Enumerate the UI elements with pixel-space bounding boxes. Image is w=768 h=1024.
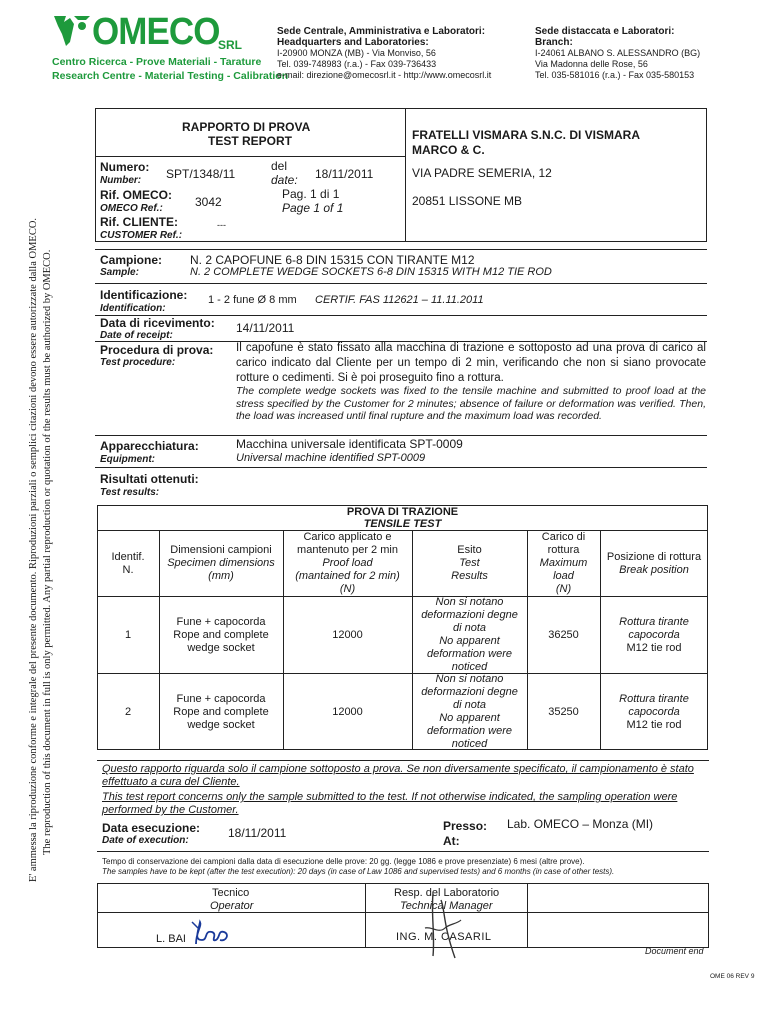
operator-signature-icon bbox=[190, 918, 240, 948]
logo-subtitle-it: Centro Ricerca - Prove Materiali - Tarature bbox=[52, 56, 262, 68]
header-line: N. bbox=[122, 563, 134, 576]
equipment-value-en: Universal machine identified SPT-0009 bbox=[236, 452, 426, 464]
cell-text: wedge socket bbox=[187, 718, 255, 731]
equipment-value: Macchina universale identificata SPT-0009 bbox=[236, 437, 463, 451]
header-line: (N) bbox=[555, 583, 572, 595]
branch-line: Tel. 035-581016 (r.a.) - Fax 035-580153 bbox=[535, 70, 695, 80]
logo-name: OMECO bbox=[92, 11, 220, 53]
table-cell-id bbox=[97, 597, 159, 673]
divider bbox=[95, 467, 707, 468]
header-line: (N) bbox=[339, 583, 356, 595]
divider bbox=[365, 883, 366, 948]
location-value: Lab. OMECO – Monza (MI) bbox=[507, 817, 654, 831]
column-header-id bbox=[97, 531, 159, 596]
divider bbox=[97, 760, 709, 761]
hq-line: e-mail: direzione@omecosrl.it - http://www.omecosrl.it bbox=[277, 70, 492, 80]
cell-text: 12000 bbox=[332, 705, 363, 718]
report-number: SPT/1348/11 bbox=[166, 167, 236, 181]
location-label-en: At: bbox=[443, 834, 460, 848]
table-cell-break-position bbox=[600, 674, 708, 750]
divider bbox=[95, 435, 707, 436]
sample-label-en: Sample: bbox=[100, 267, 139, 278]
cell-text: Non si notano bbox=[435, 673, 504, 685]
header-line: Specimen dimensions bbox=[167, 557, 275, 569]
cell-text: Fune + capocorda bbox=[176, 615, 266, 628]
table-cell-proof-load bbox=[283, 674, 412, 750]
branch-line: Sede distaccata e Laboratori: bbox=[535, 26, 675, 37]
table-cell-result bbox=[412, 674, 527, 750]
customer-ref-label-en: CUSTOMER Ref.: bbox=[100, 230, 183, 241]
branch-line: Branch: bbox=[535, 37, 573, 48]
manager-name: ING. M. CASARIL bbox=[396, 931, 492, 943]
omeco-ref-label: Rif. OMECO: bbox=[100, 188, 172, 202]
table-cell-dimensions bbox=[159, 674, 283, 750]
divider bbox=[527, 883, 528, 948]
operator-label-en: Operator bbox=[210, 900, 254, 912]
procedure-label-en: Test procedure: bbox=[100, 357, 176, 368]
manager-label-en: Technical Manager bbox=[400, 900, 493, 912]
manager-signature-icon bbox=[415, 890, 465, 960]
hq-line: Tel. 039-748983 (r.a.) - Fax 039-736433 bbox=[277, 59, 437, 69]
client-city: 20851 LISSONE MB bbox=[412, 194, 523, 208]
column-header-dimensions bbox=[159, 531, 283, 596]
divider bbox=[405, 108, 406, 242]
report-date: 18/11/2011 bbox=[315, 167, 374, 181]
header-line: Dimensioni campioni bbox=[170, 544, 272, 556]
table-title-en: TENSILE TEST bbox=[363, 518, 442, 530]
cell-text: Fune + capocorda bbox=[176, 692, 266, 705]
location-label: Presso: bbox=[443, 819, 488, 833]
cell-text: deformazioni degne bbox=[421, 686, 518, 698]
cell-text: No apparent bbox=[439, 635, 500, 647]
manager-label: Resp. del Laboratorio bbox=[394, 887, 500, 899]
table-cell-max-load bbox=[527, 597, 600, 673]
header-line: load bbox=[553, 570, 574, 582]
branch-line: I-24061 ALBANO S. ALESSANDRO (BG) bbox=[535, 48, 701, 58]
header-line: Maximum bbox=[539, 557, 588, 569]
client-address: VIA PADRE SEMERIA, 12 bbox=[412, 166, 552, 180]
number-label: Numero: bbox=[100, 160, 150, 174]
header-line: Posizione di rottura bbox=[606, 550, 702, 563]
cell-text: capocorda bbox=[628, 628, 680, 641]
date-label-en: date: bbox=[271, 173, 298, 187]
execution-label-en: Date of execution: bbox=[102, 835, 189, 846]
header-line: (mm) bbox=[208, 570, 234, 582]
cell-text: Rottura tirante bbox=[619, 692, 689, 705]
side-note-it: E' ammessa la riproduzione conforme e integrale del presente documento. Riproduzioni parziali o semplici citazioni devono essere autorizzate dalla OMECO. bbox=[28, 217, 39, 882]
cell-text: 12000 bbox=[332, 628, 363, 641]
receipt-label: Data di ricevimento: bbox=[100, 316, 215, 330]
retention-note-en: The samples have to be kept (after the test execution): 20 days (in case of Law 1086 and supervised tests) and 6 months (in case of other tests). bbox=[102, 867, 615, 876]
omeco-logo-icon bbox=[52, 12, 92, 52]
header-line: Results bbox=[451, 570, 488, 582]
customer-ref: --- bbox=[217, 220, 226, 230]
results-label-en: Test results: bbox=[100, 487, 160, 498]
procedure-label: Procedura di prova: bbox=[100, 343, 214, 357]
cell-text: 36250 bbox=[548, 628, 579, 641]
divider bbox=[97, 912, 709, 913]
sample-value-en: N. 2 COMPLETE WEDGE SOCKETS 6-8 DIN 15315 WITH M12 TIE ROD bbox=[190, 266, 552, 278]
cell-text: Rottura tirante bbox=[619, 615, 689, 628]
identification-label-en: Identification: bbox=[100, 303, 166, 314]
certificate-value: CERTIF. FAS 112621 – 11.11.2011 bbox=[315, 294, 484, 306]
hq-line: I-20900 MONZA (MB) - Via Monviso, 56 bbox=[277, 48, 436, 58]
execution-date: 18/11/2011 bbox=[228, 826, 287, 840]
header-line: Break position bbox=[619, 563, 689, 576]
table-cell-id bbox=[97, 674, 159, 750]
receipt-label-en: Date of receipt: bbox=[100, 330, 173, 341]
retention-note-it: Tempo di conservazione dei campioni dalla data di esecuzione delle prove: 20 gg. (legge 1086 e prove presenziate) 6 mesi (altre prove). bbox=[102, 857, 585, 866]
divider bbox=[95, 283, 707, 284]
page-number-en: Page 1 of 1 bbox=[282, 201, 344, 215]
scope-note-it: Questo rapporto riguarda solo il campione sottoposto a prova. Se non diversamente specificato, il campionamento è stato effettuato a cura del Cliente. bbox=[102, 763, 694, 788]
column-header-max-load bbox=[527, 531, 600, 596]
cell-text: 1 bbox=[124, 628, 132, 641]
headquarters-address bbox=[277, 26, 517, 81]
header-line: (mantained for 2 min) bbox=[295, 570, 400, 582]
page-number: Pag. 1 di 1 bbox=[282, 187, 340, 201]
cell-text: deformation were bbox=[427, 648, 512, 660]
header-line: rottura bbox=[547, 544, 580, 556]
procedure-text-it: Il capofune è stato fissato alla macchina di trazione e sottoposto ad una prova di carico al carico indicato dal Cliente per un tempo di 2 min, verificando che non si siano provocate rotture o cedimenti. Si è poi proseguito fino a rottura. bbox=[236, 342, 706, 384]
column-header-break-position bbox=[600, 531, 708, 596]
number-label-en: Number: bbox=[100, 175, 142, 186]
header-line: Carico di bbox=[541, 531, 586, 543]
cell-text: deformation were bbox=[427, 725, 512, 737]
cell-text: di nota bbox=[452, 699, 487, 711]
cell-text: deformazioni degne bbox=[421, 609, 518, 621]
header-line: Test bbox=[459, 557, 480, 569]
table-cell-break-position bbox=[600, 597, 708, 673]
logo-subtitle-en: Research Centre - Material Testing - Calibration bbox=[52, 70, 289, 82]
hq-line: Sede Centrale, Amministrativa e Laboratori: bbox=[277, 26, 486, 37]
header-line: Carico applicato e bbox=[303, 531, 392, 543]
identification-label: Identificazione: bbox=[100, 288, 188, 302]
sample-label: Campione: bbox=[100, 253, 163, 267]
header-line: mantenuto per 2 min bbox=[297, 544, 398, 556]
column-header-proof-load bbox=[283, 531, 412, 596]
header-line: Proof load bbox=[322, 557, 373, 569]
company-logo bbox=[52, 11, 289, 82]
column-header-results bbox=[412, 531, 527, 596]
equipment-label: Apparecchiatura: bbox=[100, 439, 199, 453]
cell-text: di nota bbox=[452, 622, 487, 634]
results-label: Risultati ottenuti: bbox=[100, 472, 199, 486]
customer-ref-label: Rif. CLIENTE: bbox=[100, 215, 178, 229]
cell-text: M12 tie rod bbox=[626, 641, 682, 654]
divider bbox=[97, 851, 709, 852]
branch-address bbox=[535, 26, 755, 81]
document-end: Document end bbox=[645, 946, 704, 956]
equipment-label-en: Equipment: bbox=[100, 454, 155, 465]
logo-suffix: SRL bbox=[218, 38, 242, 52]
header-line: Esito bbox=[457, 544, 482, 556]
omeco-ref: 3042 bbox=[195, 195, 222, 209]
operator-label: Tecnico bbox=[212, 887, 250, 899]
sample-value: N. 2 CAPOFUNE 6-8 DIN 15315 CON TIRANTE M12 bbox=[190, 253, 475, 267]
operator-name: L. BAI bbox=[156, 933, 186, 945]
report-title-it: RAPPORTO DI PROVA bbox=[182, 120, 311, 134]
cell-text: No apparent bbox=[439, 712, 500, 724]
side-note-en: The reproduction of this document in full is only permitted. Any partial reproduction or quotation of the results must be authorized by OMECO. bbox=[42, 249, 53, 855]
table-cell-proof-load bbox=[283, 597, 412, 673]
cell-text: wedge socket bbox=[187, 641, 255, 654]
table-title: PROVA DI TRAZIONE bbox=[346, 506, 459, 518]
divider bbox=[95, 156, 405, 157]
divider bbox=[95, 249, 707, 250]
cell-text: Rope and complete bbox=[173, 705, 269, 718]
scope-note-en: This test report concerns only the sample submitted to the test. If not otherwise indicated, the sampling operation were performed by the Customer. bbox=[102, 791, 678, 816]
receipt-date: 14/11/2011 bbox=[236, 321, 295, 335]
cell-text: Rope and complete bbox=[173, 628, 269, 641]
header-line: Identif. bbox=[111, 550, 145, 563]
report-title-en: TEST REPORT bbox=[208, 134, 293, 148]
cell-text: 35250 bbox=[548, 705, 579, 718]
form-code: OME 06 REV 9 bbox=[710, 973, 755, 980]
omeco-ref-label-en: OMECO Ref.: bbox=[100, 203, 163, 214]
client-name: FRATELLI VISMARA S.N.C. DI VISMARA bbox=[412, 128, 640, 142]
cell-text: capocorda bbox=[628, 705, 680, 718]
cell-text: Non si notano bbox=[435, 596, 504, 608]
cell-text: M12 tie rod bbox=[626, 718, 682, 731]
client-name-2: MARCO & C. bbox=[412, 143, 485, 157]
cell-text: noticed bbox=[451, 661, 488, 673]
procedure-text-en: The complete wedge sockets was fixed to the tensile machine and submitted to proof load at the stress specified by the Customer for 2 minutes; absence of failure or deformation was verified. Then, the load was increased until final rupture and the maximum load was recorded. bbox=[236, 385, 706, 422]
cell-text: noticed bbox=[451, 738, 488, 750]
table-cell-result bbox=[412, 597, 527, 673]
hq-line: Headquarters and Laboratories: bbox=[277, 37, 429, 48]
execution-label: Data esecuzione: bbox=[102, 821, 201, 835]
identification-value: 1 - 2 fune Ø 8 mm bbox=[208, 294, 297, 306]
table-cell-dimensions bbox=[159, 597, 283, 673]
date-label: del bbox=[271, 159, 288, 173]
table-cell-max-load bbox=[527, 674, 600, 750]
cell-text: 2 bbox=[124, 705, 132, 718]
branch-line: Via Madonna delle Rose, 56 bbox=[535, 59, 648, 69]
